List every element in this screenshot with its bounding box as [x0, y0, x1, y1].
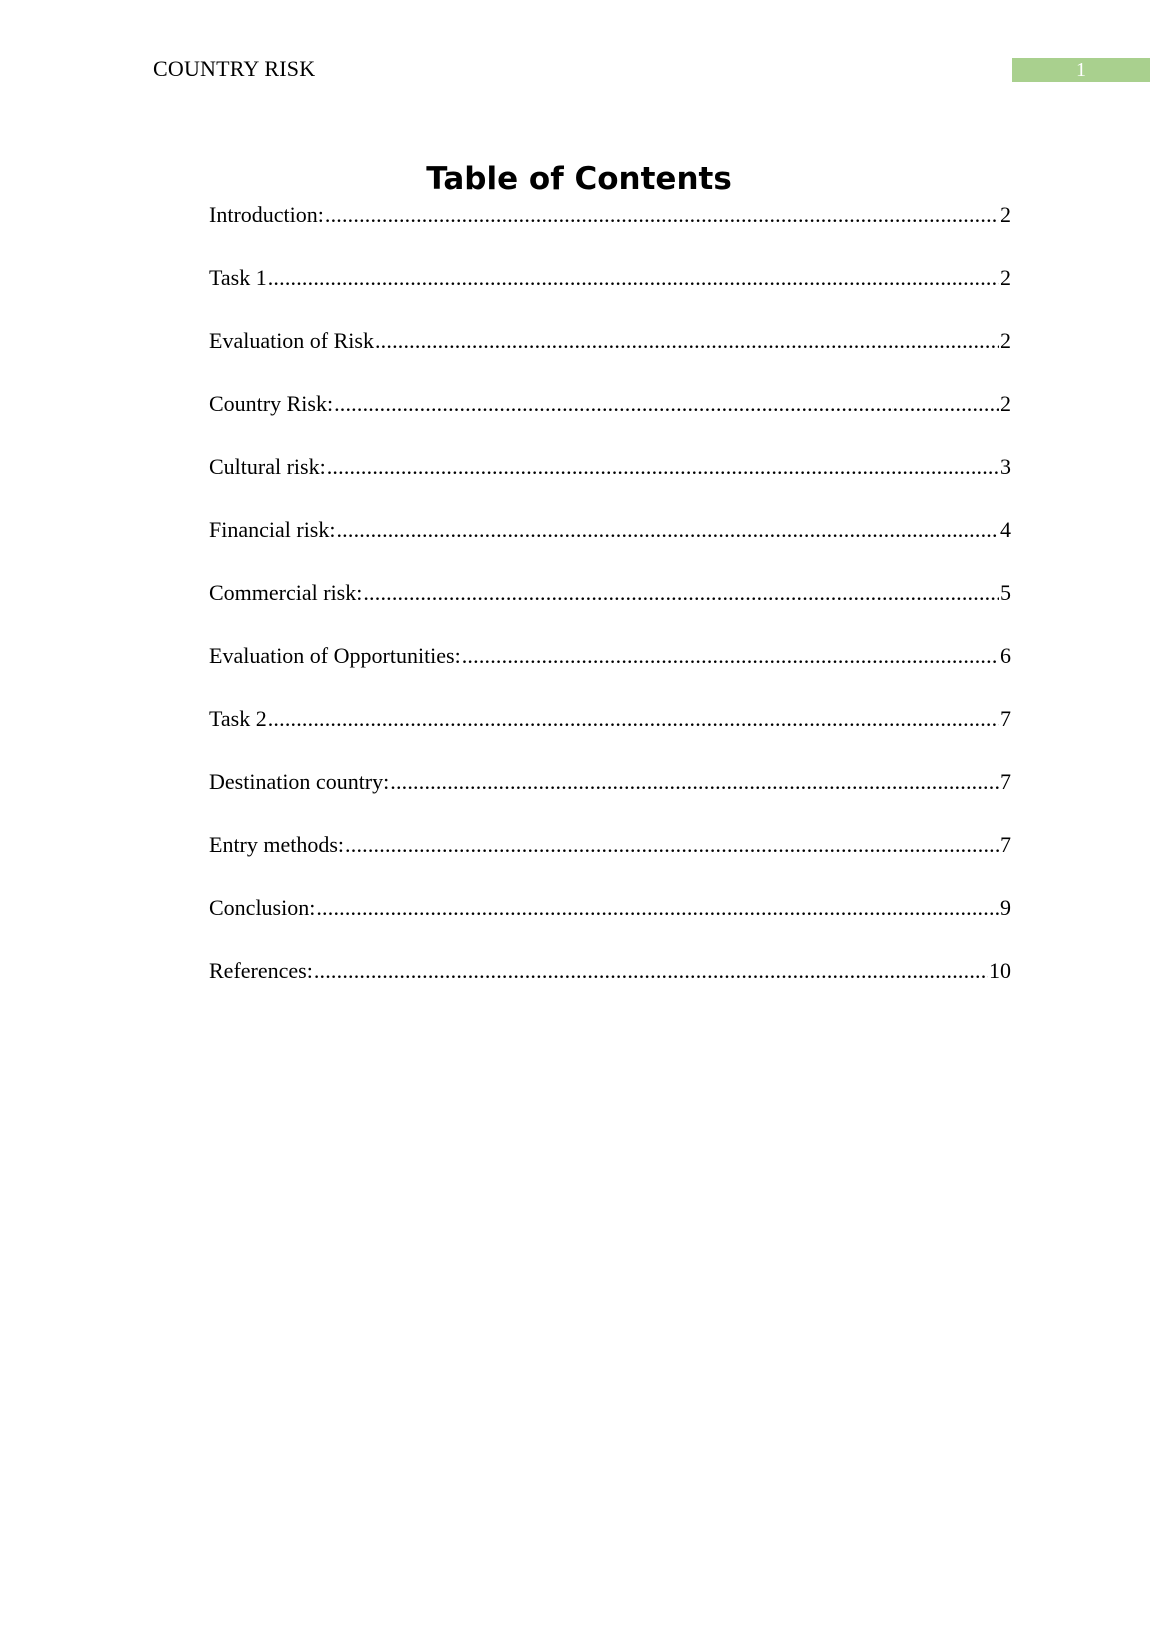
toc-entry-page: 9 [1000, 895, 1011, 920]
toc-entry-introduction[interactable] [209, 196, 1011, 259]
toc-entry-financial-risk[interactable] [209, 511, 1011, 574]
dot-leader [375, 322, 999, 360]
dot-leader [363, 574, 999, 612]
toc-entry-destination-country[interactable] [209, 763, 1011, 826]
dot-leader [462, 637, 999, 675]
dot-leader [316, 889, 999, 927]
toc-entry-page: 2 [1000, 391, 1011, 416]
toc-entry-page: 2 [1000, 265, 1011, 290]
table-of-contents [209, 196, 1011, 1015]
dot-leader [345, 826, 999, 864]
dot-leader [390, 763, 999, 801]
toc-entry-label: Task 2 [209, 706, 267, 731]
toc-entry-page: 2 [1000, 328, 1011, 353]
toc-entry-label: Conclusion: [209, 895, 316, 920]
toc-entry-label: Commercial risk: [209, 580, 363, 605]
toc-entry-references[interactable] [209, 952, 1011, 1015]
dot-leader [268, 259, 999, 297]
toc-entry-page: 7 [1000, 832, 1011, 857]
toc-entry-page: 5 [1000, 580, 1011, 605]
toc-entry-label: Country Risk: [209, 391, 334, 416]
dot-leader [327, 448, 999, 486]
dot-leader [325, 196, 999, 234]
toc-entry-page: 10 [989, 958, 1011, 983]
toc-entry-label: Task 1 [209, 265, 267, 290]
running-head: COUNTRY RISK [153, 56, 316, 81]
toc-entry-task-1[interactable] [209, 259, 1011, 322]
toc-entry-label: Evaluation of Risk [209, 328, 374, 353]
toc-entry-page: 4 [1000, 517, 1011, 542]
page-number: 1 [1012, 58, 1150, 82]
toc-entry-task-2[interactable] [209, 700, 1011, 763]
toc-entry-label: Entry methods: [209, 832, 345, 857]
toc-entry-label: Destination country: [209, 769, 390, 794]
toc-entry-evaluation-of-opportunities[interactable] [209, 637, 1011, 700]
dot-leader [334, 385, 999, 423]
toc-entry-cultural-risk[interactable] [209, 448, 1011, 511]
toc-entry-page: 2 [1000, 202, 1011, 227]
toc-entry-page: 7 [1000, 706, 1011, 731]
toc-entry-label: Financial risk: [209, 517, 336, 542]
toc-entry-commercial-risk[interactable] [209, 574, 1011, 637]
toc-entry-country-risk[interactable] [209, 385, 1011, 448]
toc-entry-evaluation-of-risk[interactable] [209, 322, 1011, 385]
toc-entry-label: Evaluation of Opportunities: [209, 643, 461, 668]
toc-entry-label: Introduction: [209, 202, 324, 227]
toc-entry-page: 7 [1000, 769, 1011, 794]
dot-leader [336, 511, 999, 549]
toc-title: Table of Contents [426, 161, 732, 197]
dot-leader [268, 700, 999, 738]
toc-entry-page: 3 [1000, 454, 1011, 479]
toc-entry-label: Cultural risk: [209, 454, 326, 479]
toc-entry-entry-methods[interactable] [209, 826, 1011, 889]
dot-leader [314, 952, 988, 990]
toc-entry-page: 6 [1000, 643, 1011, 668]
toc-entry-conclusion[interactable] [209, 889, 1011, 952]
toc-entry-label: References: [209, 958, 313, 983]
